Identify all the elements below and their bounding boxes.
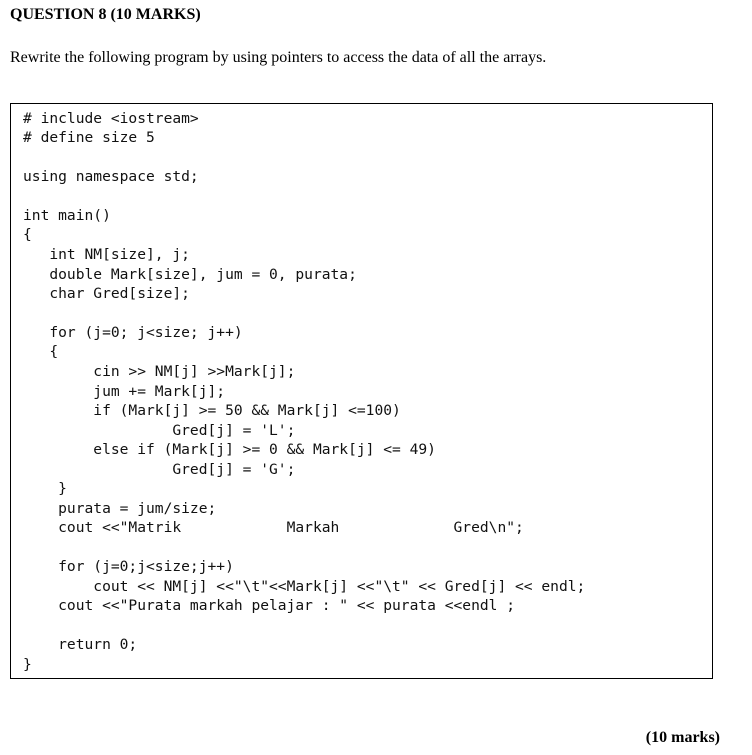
code-line: for (j=0; j<size; j++) — [23, 324, 243, 341]
code-line: { — [23, 226, 32, 243]
code-line: int main() — [23, 207, 111, 224]
code-line: return 0; — [23, 636, 138, 653]
question-heading: QUESTION 8 (10 MARKS) — [10, 6, 201, 23]
code-line: Gred[j] = 'L'; — [23, 422, 296, 439]
question-instruction: Rewrite the following program by using pointers to access the data of all the arrays. — [10, 49, 547, 66]
code-line: # include <iostream> — [23, 110, 199, 127]
code-line: cout << NM[j] <<"\t"<<Mark[j] <<"\t" << Gred[j] << endl; — [23, 578, 586, 595]
code-line: cin >> NM[j] >>Mark[j]; — [23, 363, 296, 380]
code-line: jum += Mark[j]; — [23, 383, 226, 400]
code-line: if (Mark[j] >= 50 && Mark[j] <=100) — [23, 402, 401, 419]
code-line: double Mark[size], jum = 0, purata; — [23, 266, 357, 283]
code-line: int NM[size], j; — [23, 246, 190, 263]
code-line: { — [23, 343, 59, 360]
code-line: Gred[j] = 'G'; — [23, 461, 296, 478]
code-line: purata = jum/size; — [23, 500, 217, 517]
code-line: } — [23, 656, 32, 673]
code-line: } — [23, 480, 67, 497]
code-line: char Gred[size]; — [23, 285, 190, 302]
code-line: else if (Mark[j] >= 0 && Mark[j] <= 49) — [23, 441, 436, 458]
code-line: # define size 5 — [23, 129, 155, 146]
code-line: for (j=0;j<size;j++) — [23, 558, 234, 575]
code-box — [10, 103, 713, 679]
code-line: using namespace std; — [23, 168, 199, 185]
marks-label: (10 marks) — [645, 729, 720, 746]
code-line: cout <<"Purata markah pelajar : " << purata <<endl ; — [23, 597, 516, 614]
code-line: cout <<"Matrik Markah Gred\n"; — [23, 519, 524, 536]
